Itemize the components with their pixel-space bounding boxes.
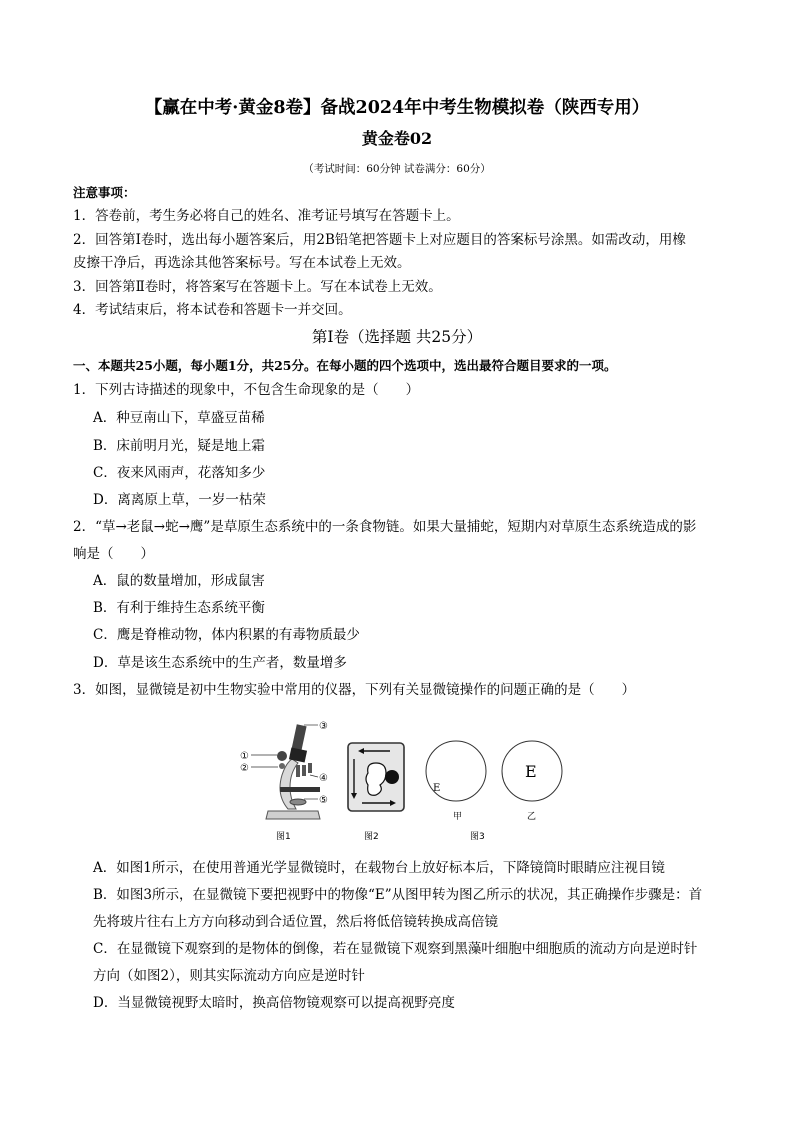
notice-item: 1．答卷前，考生务必将自己的姓名、准考证号填写在答题卡上。 <box>73 208 460 224</box>
figure-svg <box>230 715 570 845</box>
notice-heading: 注意事项： <box>73 185 136 200</box>
question-stem: 响是（ ） <box>73 546 154 562</box>
question-option: D．草是该生态系统中的生产者，数量增多 <box>93 655 347 671</box>
question-option: D．当显微镜视野太暗时，换高倍物镜观察可以提高视野亮度 <box>93 995 455 1011</box>
view-a-name: 甲 <box>453 812 463 822</box>
question-option: B．如图3所示，在显微镜下要把视野中的物像“E”从图甲转为图乙所示的状况，其正确操作步骤是：首 <box>93 887 703 903</box>
microscope-figure <box>230 715 570 845</box>
notice-item: 2．回答第Ⅰ卷时，选出每小题答案后，用2B铅笔把答题卡上对应题目的答案标号涂黑。如需改动，用橡 <box>73 232 686 248</box>
cell-drawing <box>348 743 404 811</box>
question-option: 方向（如图2），则其实际流动方向应是逆时针 <box>93 968 365 984</box>
question-option: B．床前明月光，疑是地上霜 <box>93 438 265 454</box>
notice-item: 3．回答第Ⅱ卷时，将答案写在答题卡上。写在本试卷上无效。 <box>73 279 442 295</box>
question-option: C．在显微镜下观察到的是物体的倒像，若在显微镜下观察到黑藻叶细胞中细胞质的流动方向是逆时针 <box>93 941 698 957</box>
exam-title: 【赢在中考·黄金8卷】备战2024年中考生物模拟卷（陕西专用） <box>144 98 650 118</box>
section-instruction: 一、本题共25小题，每小题1分，共25分。在每小题的四个选项中，选出最符合题目要求的一项。 <box>73 358 617 373</box>
notice-item: 4．考试结束后，将本试卷和答题卡一并交回。 <box>73 302 352 318</box>
caption-fig2: 图2 <box>364 832 379 842</box>
label-2: ② <box>240 763 249 774</box>
label-3: ③ <box>319 721 328 732</box>
view-b-name: 乙 <box>527 812 537 822</box>
question-option: A．如图1所示，在使用普通光学显微镜时，在载物台上放好标本后，下降镜筒时眼睛应注视目镜 <box>93 860 665 876</box>
question-option: 先将玻片往右上方方向移动到合适位置，然后将低倍镜转换成高倍镜 <box>93 914 498 930</box>
label-5: ⑤ <box>319 795 328 806</box>
question-option: C．鹰是脊椎动物，体内积累的有毒物质最少 <box>93 627 360 643</box>
question-option: A．种豆南山下，草盛豆苗稀 <box>93 410 265 426</box>
question-stem: 3．如图，显微镜是初中生物实验中常用的仪器，下列有关显微镜操作的问题正确的是（ ） <box>73 682 636 698</box>
caption-fig1: 图1 <box>276 832 291 842</box>
exam-subtitle: 黄金卷02 <box>361 129 433 148</box>
question-option: C．夜来风雨声，花落知多少 <box>93 465 266 481</box>
label-4: ④ <box>319 773 328 784</box>
question-stem: 2．“草→老鼠→蛇→鹰”是草原生态系统中的一条食物链。如果大量捕蛇，短期内对草原生态系统造成的影 <box>73 519 697 535</box>
microscope-drawing <box>251 724 320 819</box>
exam-meta: （考试时间：60分钟 试卷满分：60分） <box>303 163 491 175</box>
view-b-letter: E <box>525 762 537 781</box>
caption-fig3: 图3 <box>470 832 485 842</box>
notice-item: 皮擦干净后，再选涂其他答案标号。写在本试卷上无效。 <box>73 255 411 271</box>
question-stem: 1．下列古诗描述的现象中，不包含生命现象的是（ ） <box>73 382 420 398</box>
label-1: ① <box>240 751 249 762</box>
section-title: 第Ⅰ卷（选择题 共25分） <box>311 328 483 346</box>
question-option: D．离离原上草，一岁一枯荣 <box>93 492 266 508</box>
question-option: A．鼠的数量增加，形成鼠害 <box>93 573 265 589</box>
view-a-letter: E <box>433 783 441 794</box>
question-option: B．有利于维持生态系统平衡 <box>93 600 265 616</box>
